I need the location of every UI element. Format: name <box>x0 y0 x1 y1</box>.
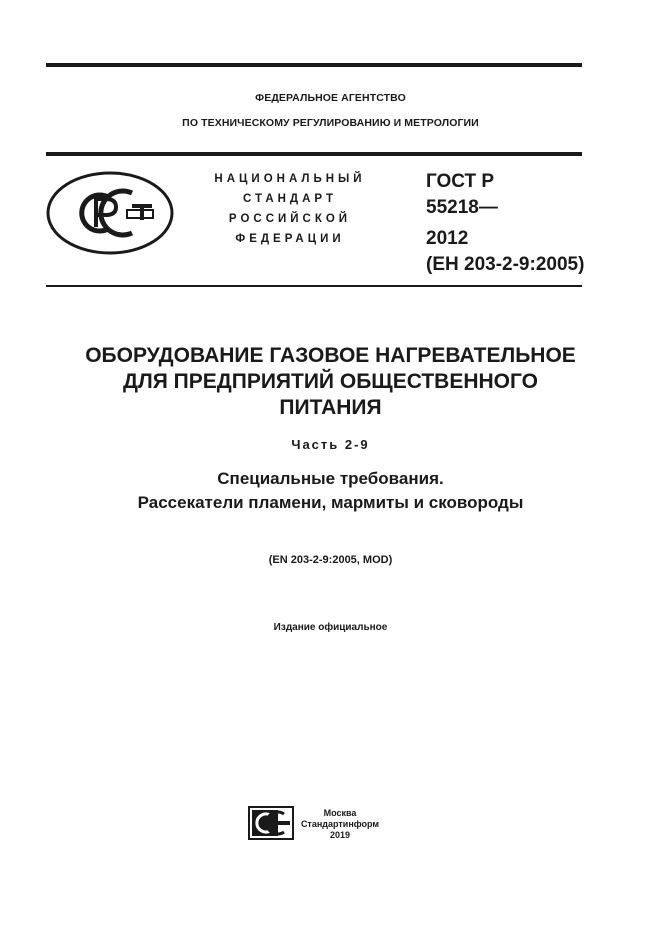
top-rule <box>46 63 582 67</box>
reference-text: (EN 203-2-9:2005, MOD) <box>268 554 393 566</box>
standartinform-logo-icon <box>248 806 294 840</box>
bottom-rule <box>46 285 582 287</box>
edition-text: Издание официальное <box>273 622 388 633</box>
agency-line-1: ФЕДЕРАЛЬНОЕ АГЕНТСТВО <box>255 92 406 104</box>
subtitle-line-2: Рассекатели пламени, мармиты и сковороды <box>137 493 524 512</box>
publisher-year: 2019 <box>329 830 351 840</box>
title-line-1: ОБОРУДОВАНИЕ ГАЗОВОЕ НАГРЕВАТЕЛЬНОЕ <box>85 344 576 367</box>
part-label: Часть 2-9 <box>291 437 370 452</box>
gost-line-4: (ЕН 203-2-9:2005) <box>426 254 585 275</box>
agency-line-2: ПО ТЕХНИЧЕСКОМУ РЕГУЛИРОВАНИЮ И МЕТРОЛОГИИ <box>182 117 479 129</box>
national-line-1: НАЦИОНАЛЬНЫЙ <box>214 173 366 185</box>
gost-r-logo-icon <box>46 171 174 255</box>
national-line-3: РОССИЙСКОЙ <box>228 213 352 225</box>
national-line-4: ФЕДЕРАЦИИ <box>235 233 345 245</box>
middle-rule <box>46 152 582 156</box>
gost-line-2: 55218— <box>426 197 498 218</box>
title-line-3: ПИТАНИЯ <box>279 396 382 419</box>
subtitle-line-1: Специальные требования. <box>217 469 444 488</box>
national-line-2: СТАНДАРТ <box>243 193 337 205</box>
publisher-name: Стандартинформ <box>300 819 380 829</box>
gost-line-3: 2012 <box>426 228 469 249</box>
gost-line-1: ГОСТ Р <box>426 171 495 192</box>
title-line-2: ДЛЯ ПРЕДПРИЯТИЙ ОБЩЕСТВЕННОГО <box>123 370 538 393</box>
publisher-city: Москва <box>323 808 357 818</box>
